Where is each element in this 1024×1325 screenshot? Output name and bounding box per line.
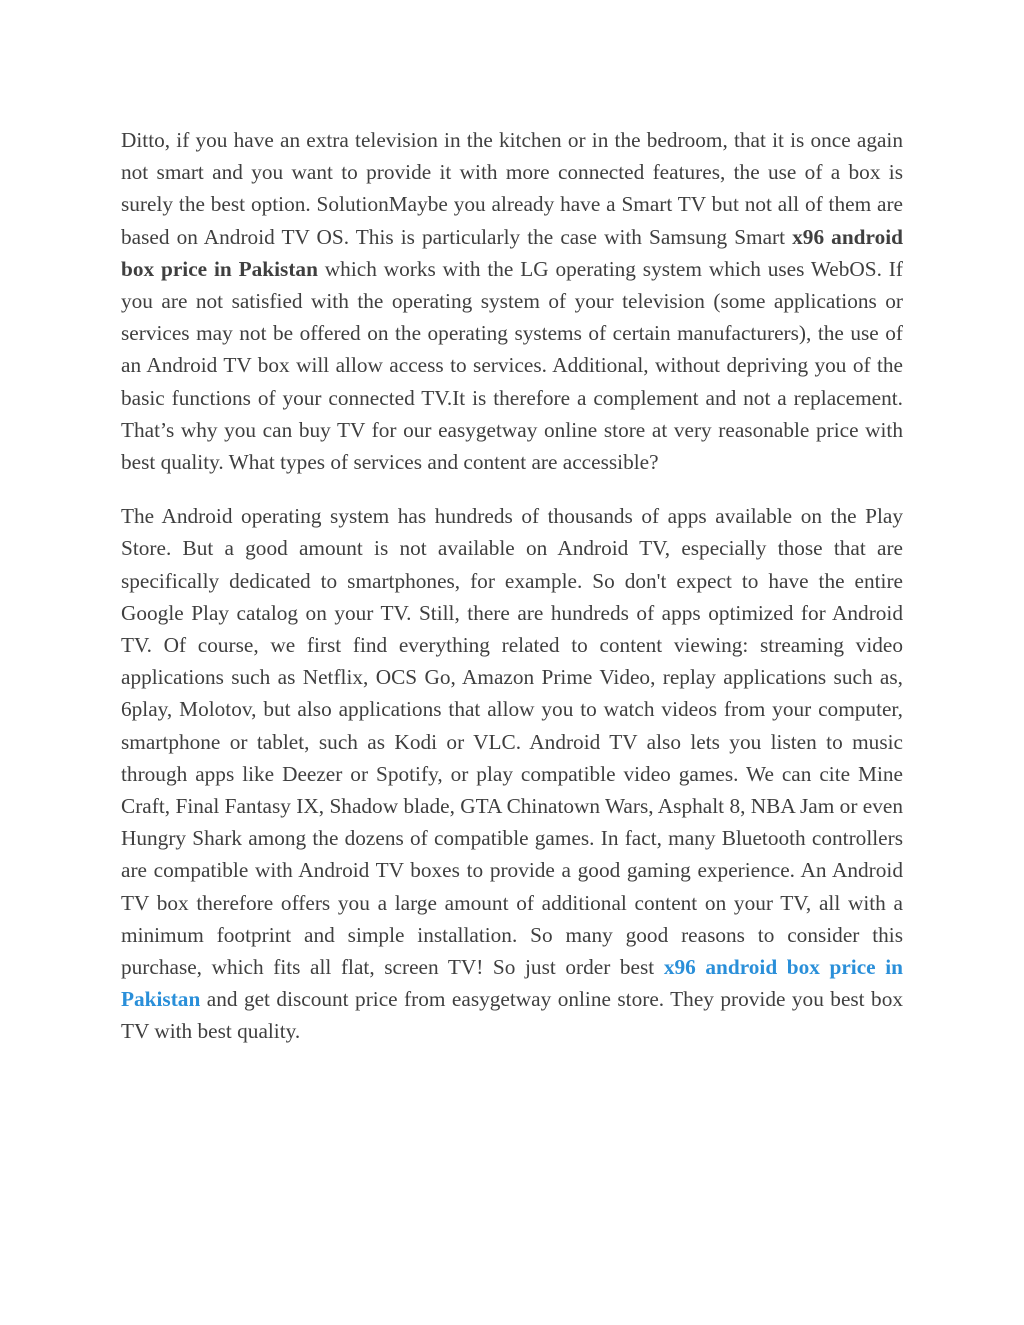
product-link[interactable]: x96 android box price in Pakistan bbox=[121, 955, 903, 1012]
paragraph-2-text-b: and get discount price from easygetway online store. They provide you best box TV with best quality. bbox=[121, 987, 903, 1044]
paragraph-2-text-a: The Android operating system has hundreds of thousands of apps available on the Play Store. But a good amount is not available on Android TV, especially those that are specifically dedicated to smartphones, for example. So don't expect to have the entire Google Play catalog on your TV. Still, there are hundreds of apps optimized for Android TV. Of course, we first find everything related to content viewing: streaming video applications such as Netflix, OCS Go, Amazon Prime Video, replay applications such as, 6play, Molotov, but also applications that allow you to watch videos from your computer, smartphone or tablet, such as Kodi or VLC. Android TV also lets you listen to music through apps like Deezer or Spotify, or play compatible video games. We can cite Mine Craft, Final Fantasy IX, Shadow blade, GTA Chinatown Wars, Asphalt 8, NBA Jam or even Hungry Shark among the dozens of compatible games. In fact, many Bluetooth controllers are compatible with Android TV boxes to provide a good gaming experience. An Android TV box therefore offers you a large amount of additional content on your TV, all with a minimum footprint and simple installation. So many good reasons to consider this purchase, which fits all flat, screen TV! So just order best bbox=[121, 504, 903, 980]
paragraph-1 bbox=[121, 124, 903, 478]
paragraph-1-text-b: which works with the LG operating system which uses WebOS. If you are not satisfied with the operating system of your television (some applications or services may not be offered on the operating systems of certain manufacturers), the use of an Android TV box will allow access to services. Additional, without depriving you of the basic functions of your connected TV.It is therefore a complement and not a replacement. That’s why you can buy TV for our easygetway online store at very reasonable price with best quality. What types of services and content are accessible? bbox=[121, 256, 903, 475]
document-body bbox=[121, 124, 903, 1048]
keyword-bold: x96 android box price in Pakistan bbox=[121, 224, 903, 281]
paragraph-1-text-a: Ditto, if you have an extra television in the kitchen or in the bedroom, that it is once again not smart and you want to provide it with more connected features, the use of a box is surely the best option. SolutionMaybe you already have a Smart TV but not all of them are based on Android TV OS. This is particularly the case with Samsung Smart bbox=[121, 128, 903, 249]
paragraph-2 bbox=[121, 500, 903, 1047]
